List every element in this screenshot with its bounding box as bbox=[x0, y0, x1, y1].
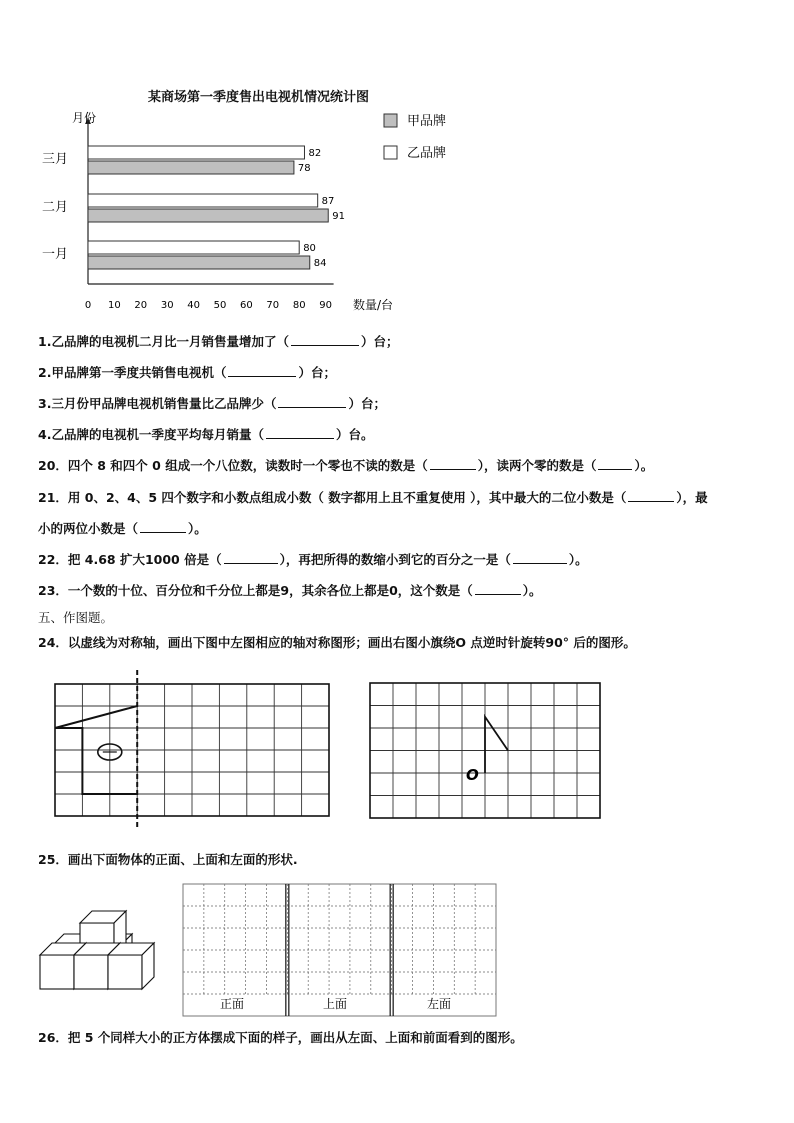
data-label: 91 bbox=[332, 211, 345, 222]
data-label: 78 bbox=[297, 163, 311, 174]
x-tick-label: 60 bbox=[240, 300, 253, 311]
question-22: 22．把 4.68 扩大1000 倍是（ ），再把所得的数缩小到它的百分之一是（ ）。 bbox=[38, 552, 588, 567]
x-tick-label: 70 bbox=[266, 300, 280, 311]
rotation-point-label: O bbox=[466, 766, 479, 784]
x-tick-label: 10 bbox=[108, 300, 121, 311]
question-20: 20．四个 8 和四个 0 组成一个八位数，读数时一个零也不读的数是（ ），读两个零的数是（ ）。 bbox=[38, 458, 654, 473]
category-label: 三月 bbox=[42, 152, 69, 167]
question-2: 2.甲品牌第一季度共销售电视机（ ）台； bbox=[38, 365, 336, 380]
question-23: 23．一个数的十位、百分位和千分位上都是9，其余各位上都是0，这个数是（ ）。 bbox=[38, 583, 542, 598]
question-4: 4.乙品牌的电视机一季度平均每月销量（ ）台。 bbox=[38, 427, 374, 442]
data-label: 84 bbox=[313, 258, 327, 269]
rotation-grid[interactable] bbox=[370, 683, 600, 818]
symmetry-grid[interactable] bbox=[55, 670, 329, 828]
category-label: 二月 bbox=[42, 200, 69, 215]
chart-title: 某商场第一季度售出电视机情况统计图 bbox=[148, 90, 370, 105]
question-21: 21．用 0、2、4、5 四个数字和小数点组成小数（ 数字都用上且不重复使用 ），其中最大的二位小数是（ ），最 bbox=[38, 490, 708, 505]
category-label: 一月 bbox=[42, 247, 69, 262]
x-tick-label: 50 bbox=[213, 300, 227, 311]
view-label-left: 左面 bbox=[427, 997, 452, 1011]
legend-label: 甲品牌 bbox=[407, 114, 447, 129]
view-label-front: 正面 bbox=[220, 997, 245, 1011]
view-label-top: 上面 bbox=[323, 997, 348, 1011]
legend-label: 乙品牌 bbox=[407, 146, 447, 161]
question-3: 3.三月份甲品牌电视机销售量比乙品牌少（ ）台； bbox=[38, 396, 386, 411]
data-label: 87 bbox=[321, 196, 335, 207]
x-tick-label: 40 bbox=[187, 300, 200, 311]
question-24: 24．以虚线为对称轴，画出下图中左图相应的轴对称图形；画出右图小旗绕O 点逆时针旋转90° 后的图形。 bbox=[38, 635, 636, 650]
data-label: 80 bbox=[303, 243, 316, 254]
question-25: 25．画出下面物体的正面、上面和左面的形状. bbox=[38, 852, 298, 867]
x-tick-label: 0 bbox=[84, 300, 92, 311]
x-tick-label: 30 bbox=[160, 300, 174, 311]
question-21-cont: 小的两位小数是（ ）。 bbox=[38, 521, 207, 536]
flag-shape bbox=[485, 717, 508, 773]
question-26: 26．把 5 个同样大小的正方体摆成下面的样子，画出从左面、上面和前面看到的图形。 bbox=[38, 1030, 523, 1045]
data-label: 82 bbox=[308, 148, 322, 159]
x-tick-label: 90 bbox=[319, 300, 332, 311]
section-heading: 五、作图题。 bbox=[38, 610, 114, 625]
x-tick-label: 80 bbox=[292, 300, 306, 311]
x-axis-label: 数量/台 bbox=[353, 298, 394, 312]
y-axis-label: 月份 bbox=[72, 111, 97, 125]
cubes-figure bbox=[40, 911, 154, 989]
x-tick-label: 20 bbox=[134, 300, 148, 311]
question-1: 1.乙品牌的电视机二月比一月销售量增加了（ ）台； bbox=[38, 334, 399, 349]
